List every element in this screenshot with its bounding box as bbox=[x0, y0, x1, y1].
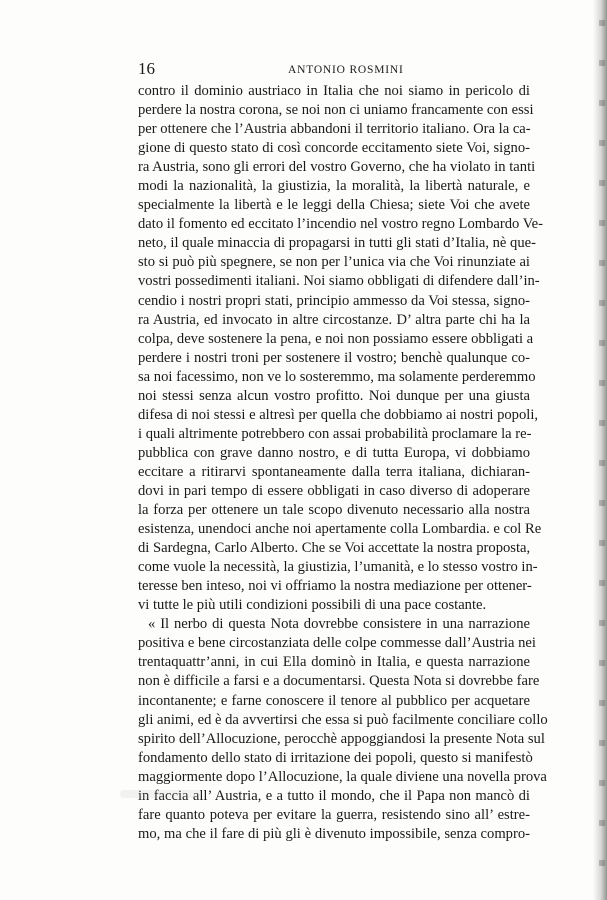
text-line: vostri possedimenti italiani. Noi siamo obbligati di difendere dall’in- bbox=[138, 273, 540, 290]
page-header bbox=[138, 60, 530, 78]
text-line: dovi in pari tempo di essere obbligati in caso diverso di adoperare bbox=[138, 482, 530, 499]
text-line: incontanente; e farne conoscere il tenore al pubblico per acquetare bbox=[138, 692, 530, 709]
text-line: neto, il quale minaccia di propagarsi in tutti gli stati d’Italia, nè que- bbox=[138, 235, 536, 252]
text-line: fare quanto poteva per evitare la guerra, resistendo sino all’ estre- bbox=[138, 806, 530, 823]
text-line: trentaquattr’anni, in cui Ella dominò in Italia, e questa narrazione bbox=[138, 654, 530, 671]
text-line: non è difficile a farsi e a documentarsi. Questa Nota si dovrebbe fare bbox=[138, 673, 540, 690]
text-line: « Il nerbo di questa Nota dovrebbe consistere in una narrazione bbox=[148, 616, 530, 633]
text-line: sa noi facessimo, non ve lo sosteremmo, ma solamente perderemmo bbox=[138, 368, 536, 385]
text-line: mo, ma che il fare di più gli è divenuto impossibile, senza compro- bbox=[138, 825, 530, 842]
text-line: gione di questo stato di così concorde eccitamento siete Voi, signo- bbox=[138, 140, 530, 157]
text-line: vi tutte le più utili condizioni possibili di una pace costante. bbox=[138, 597, 487, 614]
text-line: cendio i nostri propri stati, principio ammesso da Voi stessa, signo- bbox=[138, 292, 530, 309]
text-line: come vuole la necessità, la giustizia, l’umanità, e lo stesso vostro in- bbox=[138, 559, 538, 576]
paper-smudge bbox=[120, 790, 200, 798]
text-line: teresse ben inteso, noi vi offriamo la nostra mediazione per ottener- bbox=[138, 578, 532, 595]
text-line: gli animi, ed è da avvertirsi che essa si può facilmente conciliare collo bbox=[138, 711, 548, 728]
text-line: modi la nazionalità, la giustizia, la moralità, la libertà naturale, e bbox=[138, 178, 530, 195]
text-line: perdere la nostra corona, se noi non ci uniamo francamente con essi bbox=[138, 102, 534, 119]
page-number: 16 bbox=[138, 59, 155, 78]
text-line: in faccia all’ Austria, e a tutto il mondo, che il Papa non mancò di bbox=[138, 787, 530, 804]
text-line: specialmente la libertà e le leggi della Chiesa; siete Voi che avete bbox=[138, 197, 530, 214]
text-line: perdere i nostri troni per sostenere il vostro; benchè qualunque co- bbox=[138, 349, 530, 366]
text-line: i quali altrimente potrebbero con assai probabilità proclamare la re- bbox=[138, 425, 532, 442]
text-line: eccitare a ritirarvi spontaneamente dalla terra italiana, dichiaran- bbox=[138, 463, 530, 480]
running-head: ANTONIO ROSMINI bbox=[288, 64, 404, 76]
text-line: esistenza, unendoci anche noi apertamente colla Lombardia. e col Re bbox=[138, 521, 542, 538]
text-line: colpa, deve sostenere la pena, e noi non possiamo essere obbligati a bbox=[138, 330, 534, 347]
text-line: ra Austria, ed invocato in altre circostanze. D’ altra parte chi ha la bbox=[138, 311, 530, 328]
text-line: positiva e bene circostanziata delle colpe commesse dall’Austria nei bbox=[138, 635, 536, 652]
text-line: pubblica con grave danno nostro, e di tutta Europa, vi dobbiamo bbox=[138, 444, 530, 461]
text-line: difesa di noi stessi e altresì per quella che dobbiamo ai nostri popoli, bbox=[138, 406, 539, 423]
text-line: spirito dell’Allocuzione, perocchè appoggiandosi la presente Nota sul bbox=[138, 730, 545, 747]
text-line: sto si può più spegnere, se non per l’unica via che Voi rinunziate ai bbox=[138, 254, 530, 271]
text-line: noi stessi senza alcun vostro profitto. Noi dunque per una giusta bbox=[138, 387, 530, 404]
page-edge-marks bbox=[599, 20, 605, 880]
body-text bbox=[138, 82, 548, 844]
text-line: dato il fomento ed eccitato l’incendio nel vostro regno Lombardo Ve- bbox=[138, 216, 543, 233]
text-line: contro il dominio austriaco in Italia che noi siamo in pericolo di bbox=[138, 83, 530, 99]
text-line: la forza per ottenere un tale scopo divenuto necessario alla nostra bbox=[138, 502, 530, 519]
text-line: maggiormente dopo l’Allocuzione, la quale diviene una novella prova bbox=[138, 768, 547, 785]
text-line: fondamento dello stato di irritazione dei popoli, questo si manifestò bbox=[138, 749, 533, 766]
text-line: di Sardegna, Carlo Alberto. Che se Voi accettate la nostra proposta, bbox=[138, 540, 531, 557]
text-line: per ottenere che l’Austria abbandoni il territorio italiano. Ora la ca- bbox=[138, 121, 531, 138]
text-line: ra Austria, sono gli errori del vostro Governo, che ha violato in tanti bbox=[138, 159, 536, 176]
